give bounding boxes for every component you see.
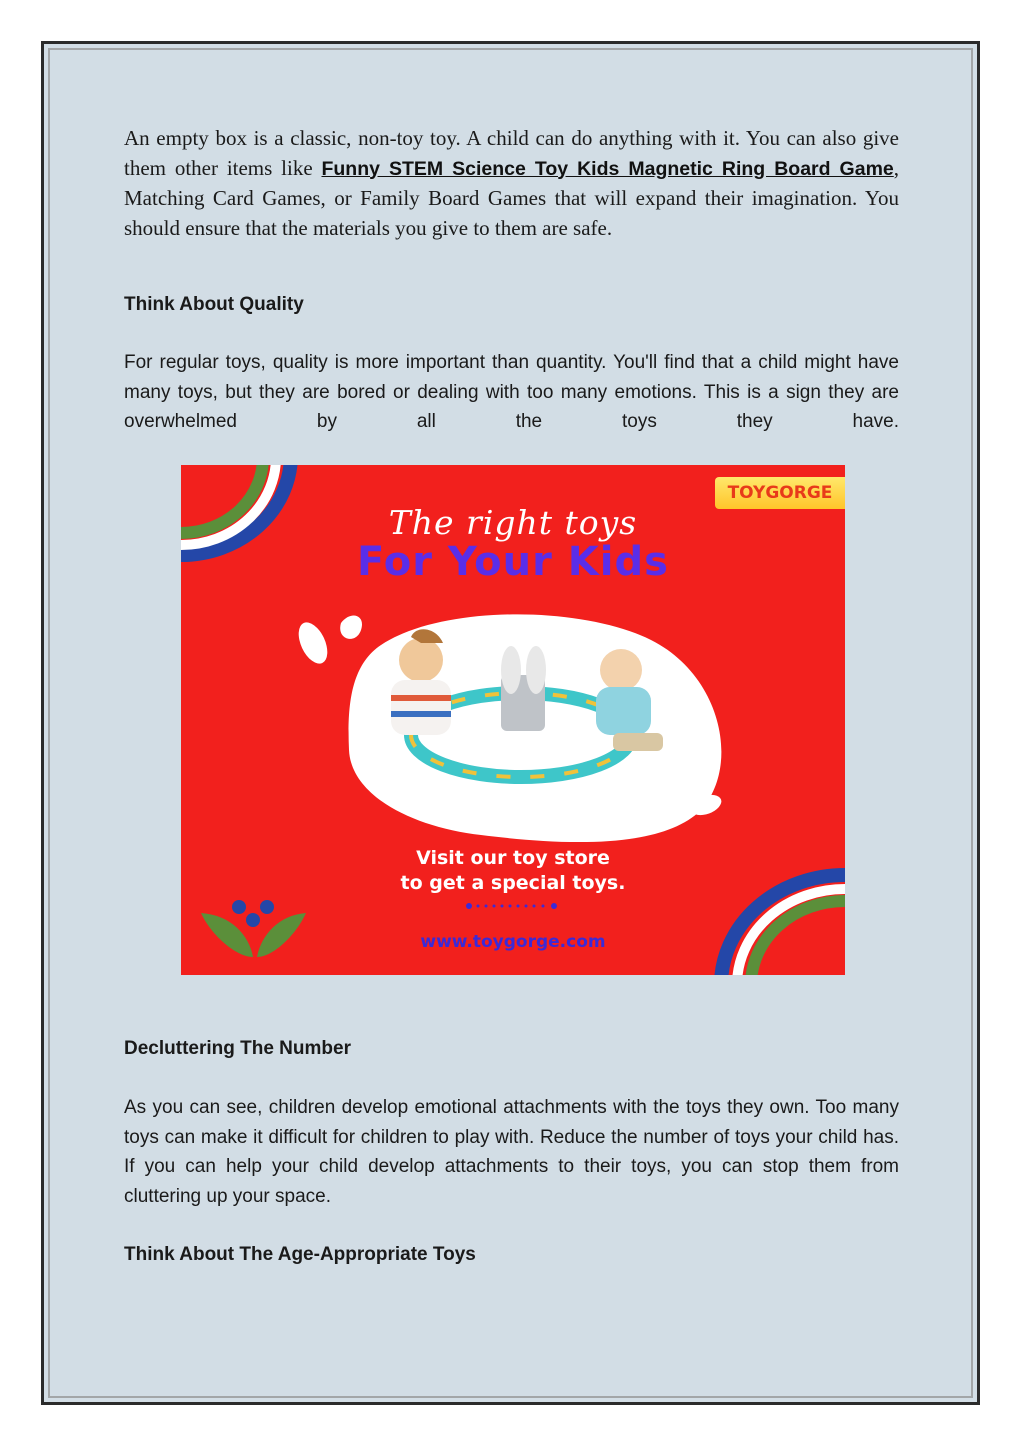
intro-paragraph [124, 124, 899, 243]
promo-cta-line-1: Visit our toy store [416, 847, 610, 869]
stool-ear-right [526, 646, 546, 694]
kid-left-head [399, 638, 443, 682]
splash-left-2 [293, 618, 333, 668]
promo-script-line: The right toys [388, 503, 638, 542]
splash-left [340, 616, 362, 639]
dotted-divider [466, 903, 557, 909]
declutter-paragraph: As you can see, children develop emotional attachments with the toys they own. Too many toys can make it difficult for children to play with. Reduce the number of toys your child has. If you can help your child develop attachments to their toys, you can stop them from cluttering up your space. [124, 1097, 899, 1207]
splash-right-dot [679, 778, 693, 788]
intro-text-start: An empty box is a classic, non-toy toy. A child can do anything with it. You can also give them other items like [124, 126, 899, 180]
heading-decluttering: Decluttering The Number [124, 1038, 351, 1059]
heading-age-appropriate: Think About The Age-Appropriate Toys [124, 1244, 476, 1265]
promo-title: For Your Kids [357, 539, 669, 585]
intro-text-end: , Matching Card Games, or Family Board Games that will expand their imagination. You should ensure that the materials you give to them are safe. [124, 155, 900, 240]
promo-cta [181, 846, 845, 896]
stool-ear-left [501, 646, 521, 694]
product-link[interactable]: Funny STEM Science Toy Kids Magnetic Ring Board Game [321, 157, 894, 180]
toygorge-logo: TOYGORGE [715, 477, 845, 509]
promo-image [181, 465, 845, 975]
kid-left-stripe [391, 695, 451, 701]
promo-cta-line-2: to get a special toys. [400, 872, 626, 894]
kid-right-body [596, 687, 651, 735]
kid-left-body [391, 680, 451, 735]
kid-left-stripe-2 [391, 711, 451, 717]
quality-paragraph: For regular toys, quality is more important than quantity. You'll find that a child might have many toys, but they are bored or dealing with too many emotions. This is a sign they are overwhelmed by all the toys they have. [124, 352, 899, 432]
heading-think-about-quality: Think About Quality [124, 294, 304, 315]
promo-url: www.toygorge.com [420, 932, 606, 952]
kid-right-legs [613, 733, 663, 751]
kid-right-head [600, 649, 642, 691]
